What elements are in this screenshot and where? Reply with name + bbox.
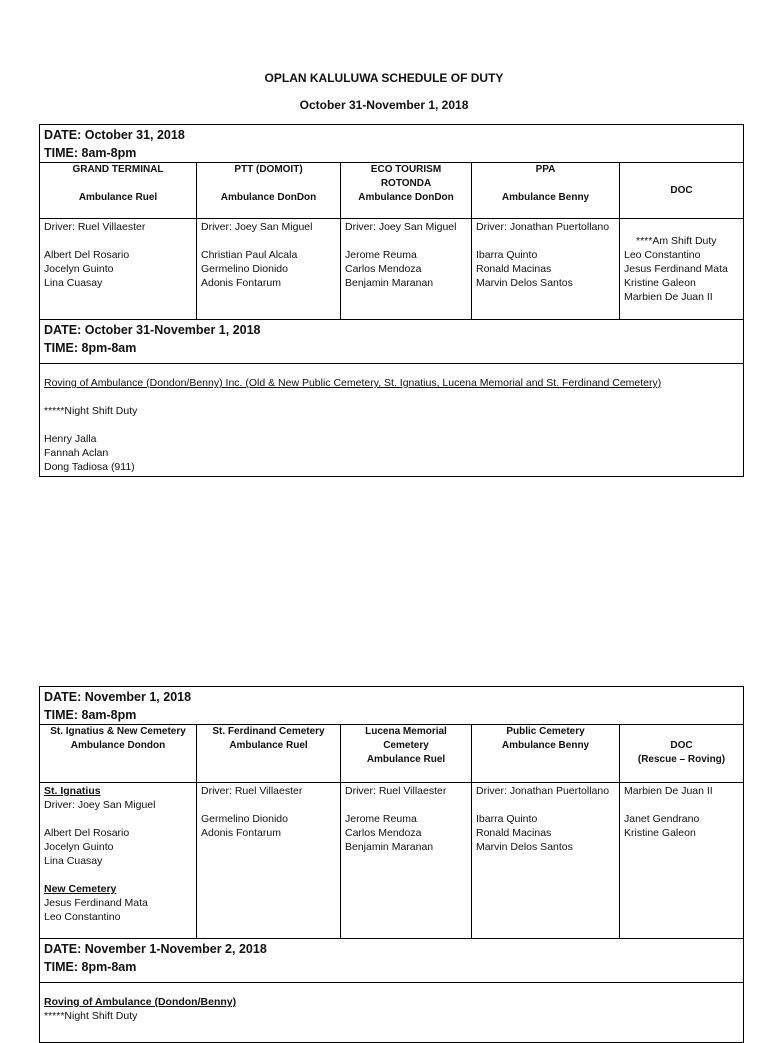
- assignment-cell: [40, 783, 197, 939]
- date-time-header: [40, 687, 744, 725]
- staff-name: Germelino Dionido: [201, 813, 288, 825]
- date-label: DATE: October 31, 2018: [44, 128, 185, 142]
- location-label-line2: Cemetery: [383, 740, 429, 751]
- schedule-table-oct31-day: [39, 124, 744, 477]
- staff-name: Dong Tadiosa (911): [44, 461, 135, 473]
- staff-name: Leo Constantino: [44, 911, 121, 923]
- staff-name: Kristine Galeon: [624, 277, 696, 289]
- staff-name: Ronald Macinas: [476, 827, 552, 839]
- column-header-ppa: [472, 163, 620, 219]
- ambulance-label: Ambulance Benny: [501, 192, 590, 203]
- location-label: St. Ferdinand Cemetery: [212, 726, 325, 737]
- column-header-ptt: [197, 163, 341, 219]
- staff-name: Carlos Mendoza: [345, 263, 422, 275]
- column-header-lucena-memorial: [341, 725, 472, 783]
- staff-name: Christian Paul Alcala: [201, 249, 298, 261]
- column-header-st-ignatius: [40, 725, 197, 783]
- column-header-grand-terminal: [40, 163, 197, 219]
- location-label: DOC: [670, 184, 693, 196]
- column-header-st-ferdinand: [197, 725, 341, 783]
- column-header-doc: [620, 725, 744, 783]
- staff-name: Benjamin Maranan: [345, 841, 434, 853]
- staff-name: Ibarra Quinto: [476, 249, 538, 261]
- staff-name: Kristine Galeon: [624, 827, 696, 839]
- section-label-st-ignatius: St. Ignatius: [44, 785, 101, 797]
- staff-name: Fannah Aclan: [44, 447, 109, 459]
- document-subtitle: October 31-November 1, 2018: [299, 98, 469, 112]
- assignment-cell: [40, 219, 197, 320]
- location-label: PPA: [535, 164, 556, 175]
- ambulance-label: Ambulance Ruel: [366, 754, 446, 765]
- date-label: DATE: November 1-November 2, 2018: [44, 942, 267, 956]
- date-label: DATE: November 1, 2018: [44, 690, 192, 704]
- staff-name: Marvin Delos Santos: [476, 277, 573, 289]
- section-label-new-cemetery: New Cemetery: [44, 883, 117, 895]
- staff-name: Marbien De Juan II: [624, 785, 713, 797]
- driver-label: Driver: Joey San Miguel: [201, 221, 313, 233]
- roving-note: Roving of Ambulance (Dondon/Benny): [44, 996, 237, 1008]
- column-header-public-cemetery: [472, 725, 620, 783]
- staff-name: Carlos Mendoza: [345, 827, 422, 839]
- assignment-cell: [197, 219, 341, 320]
- shift-note: *****Night Shift Duty: [44, 1010, 138, 1022]
- staff-name: Ronald Macinas: [476, 263, 552, 275]
- assignment-cell: [620, 219, 744, 320]
- location-label: PTT (DOMOIT): [234, 164, 303, 175]
- ambulance-label: Ambulance Ruel: [229, 740, 308, 751]
- location-label-line2: ROTONDA: [380, 178, 432, 189]
- staff-name: Adonis Fontarum: [201, 277, 281, 289]
- location-label: ECO TOURISM: [370, 164, 442, 175]
- assignment-cell: [620, 783, 744, 939]
- column-header-doc: [620, 163, 744, 219]
- document-title: OPLAN KALULUWA SCHEDULE OF DUTY: [264, 71, 504, 85]
- date-time-header: [40, 320, 744, 364]
- column-header-eco-tourism: [341, 163, 472, 219]
- assignment-cell: [472, 783, 620, 939]
- staff-name: Lina Cuasay: [44, 277, 103, 289]
- staff-name: Leo Constantino: [624, 249, 701, 261]
- time-label: TIME: 8am-8pm: [44, 146, 137, 160]
- staff-name: Ibarra Quinto: [476, 813, 538, 825]
- ambulance-label: Ambulance DonDon: [358, 192, 454, 203]
- ambulance-label: Ambulance Dondon: [70, 740, 166, 751]
- assignment-cell: [341, 783, 472, 939]
- doc-role-label: (Rescue – Roving): [637, 754, 726, 765]
- assignment-cell: [472, 219, 620, 320]
- time-label: TIME: 8pm-8am: [44, 960, 137, 974]
- driver-label: Driver: Ruel Villaester: [44, 221, 146, 233]
- staff-name: Jesus Ferdinand Mata: [44, 897, 148, 909]
- driver-label: Driver: Joey San Miguel: [44, 799, 156, 811]
- assignment-cell: [341, 219, 472, 320]
- time-label: TIME: 8am-8pm: [44, 708, 137, 722]
- driver-label: Driver: Joey San Miguel: [345, 221, 457, 233]
- driver-label: Driver: Jonathan Puertollano: [476, 785, 610, 797]
- staff-name: Marbien De Juan II: [624, 291, 713, 303]
- ambulance-label: Ambulance DonDon: [220, 192, 317, 203]
- staff-name: Albert Del Rosario: [44, 827, 130, 839]
- staff-name: Jesus Ferdinand Mata: [624, 263, 728, 275]
- staff-name: Benjamin Maranan: [345, 277, 434, 289]
- staff-name: Albert Del Rosario: [44, 249, 130, 261]
- date-time-header: [40, 125, 744, 163]
- staff-name: Jerome Reuma: [345, 249, 417, 261]
- staff-name: Henry Jalla: [44, 433, 97, 445]
- driver-label: Driver: Jonathan Puertollano: [476, 221, 610, 233]
- ambulance-label: Ambulance Ruel: [78, 192, 158, 203]
- ambulance-label: Ambulance Benny: [501, 740, 590, 751]
- staff-name: Marvin Delos Santos: [476, 841, 573, 853]
- location-label: GRAND TERMINAL: [72, 164, 164, 175]
- location-label: St. Ignatius & New Cemetery: [50, 726, 186, 737]
- staff-name: Janet Gendrano: [624, 813, 700, 825]
- staff-name: Jerome Reuma: [345, 813, 417, 825]
- staff-name: Jocelyn Guinto: [44, 841, 114, 853]
- assignment-cell: [197, 783, 341, 939]
- time-label: TIME: 8pm-8am: [44, 341, 137, 355]
- location-label: Lucena Memorial: [365, 726, 447, 737]
- location-label: Public Cemetery: [506, 726, 585, 737]
- shift-note: *****Night Shift Duty: [44, 405, 138, 417]
- date-label: DATE: October 31-November 1, 2018: [44, 323, 261, 337]
- schedule-table-nov1-day: [39, 686, 744, 1043]
- night-shift-cell: [40, 364, 744, 477]
- location-label: DOC: [670, 740, 693, 751]
- night-shift-cell: [40, 983, 744, 1043]
- staff-name: Adonis Fontarum: [201, 827, 281, 839]
- roving-note: Roving of Ambulance (Dondon/Benny) Inc. (Old & New Public Cemetery, St. Ignatius, Lucena Memorial and St. Ferdinand Cemetery): [44, 377, 662, 389]
- staff-name: Germelino Dionido: [201, 263, 288, 275]
- staff-name: Lina Cuasay: [44, 855, 103, 867]
- shift-note: ****Am Shift Duty: [636, 235, 717, 247]
- staff-name: Jocelyn Guinto: [44, 263, 114, 275]
- date-time-header: [40, 939, 744, 983]
- driver-label: Driver: Ruel Villaester: [345, 785, 447, 797]
- driver-label: Driver: Ruel Villaester: [201, 785, 303, 797]
